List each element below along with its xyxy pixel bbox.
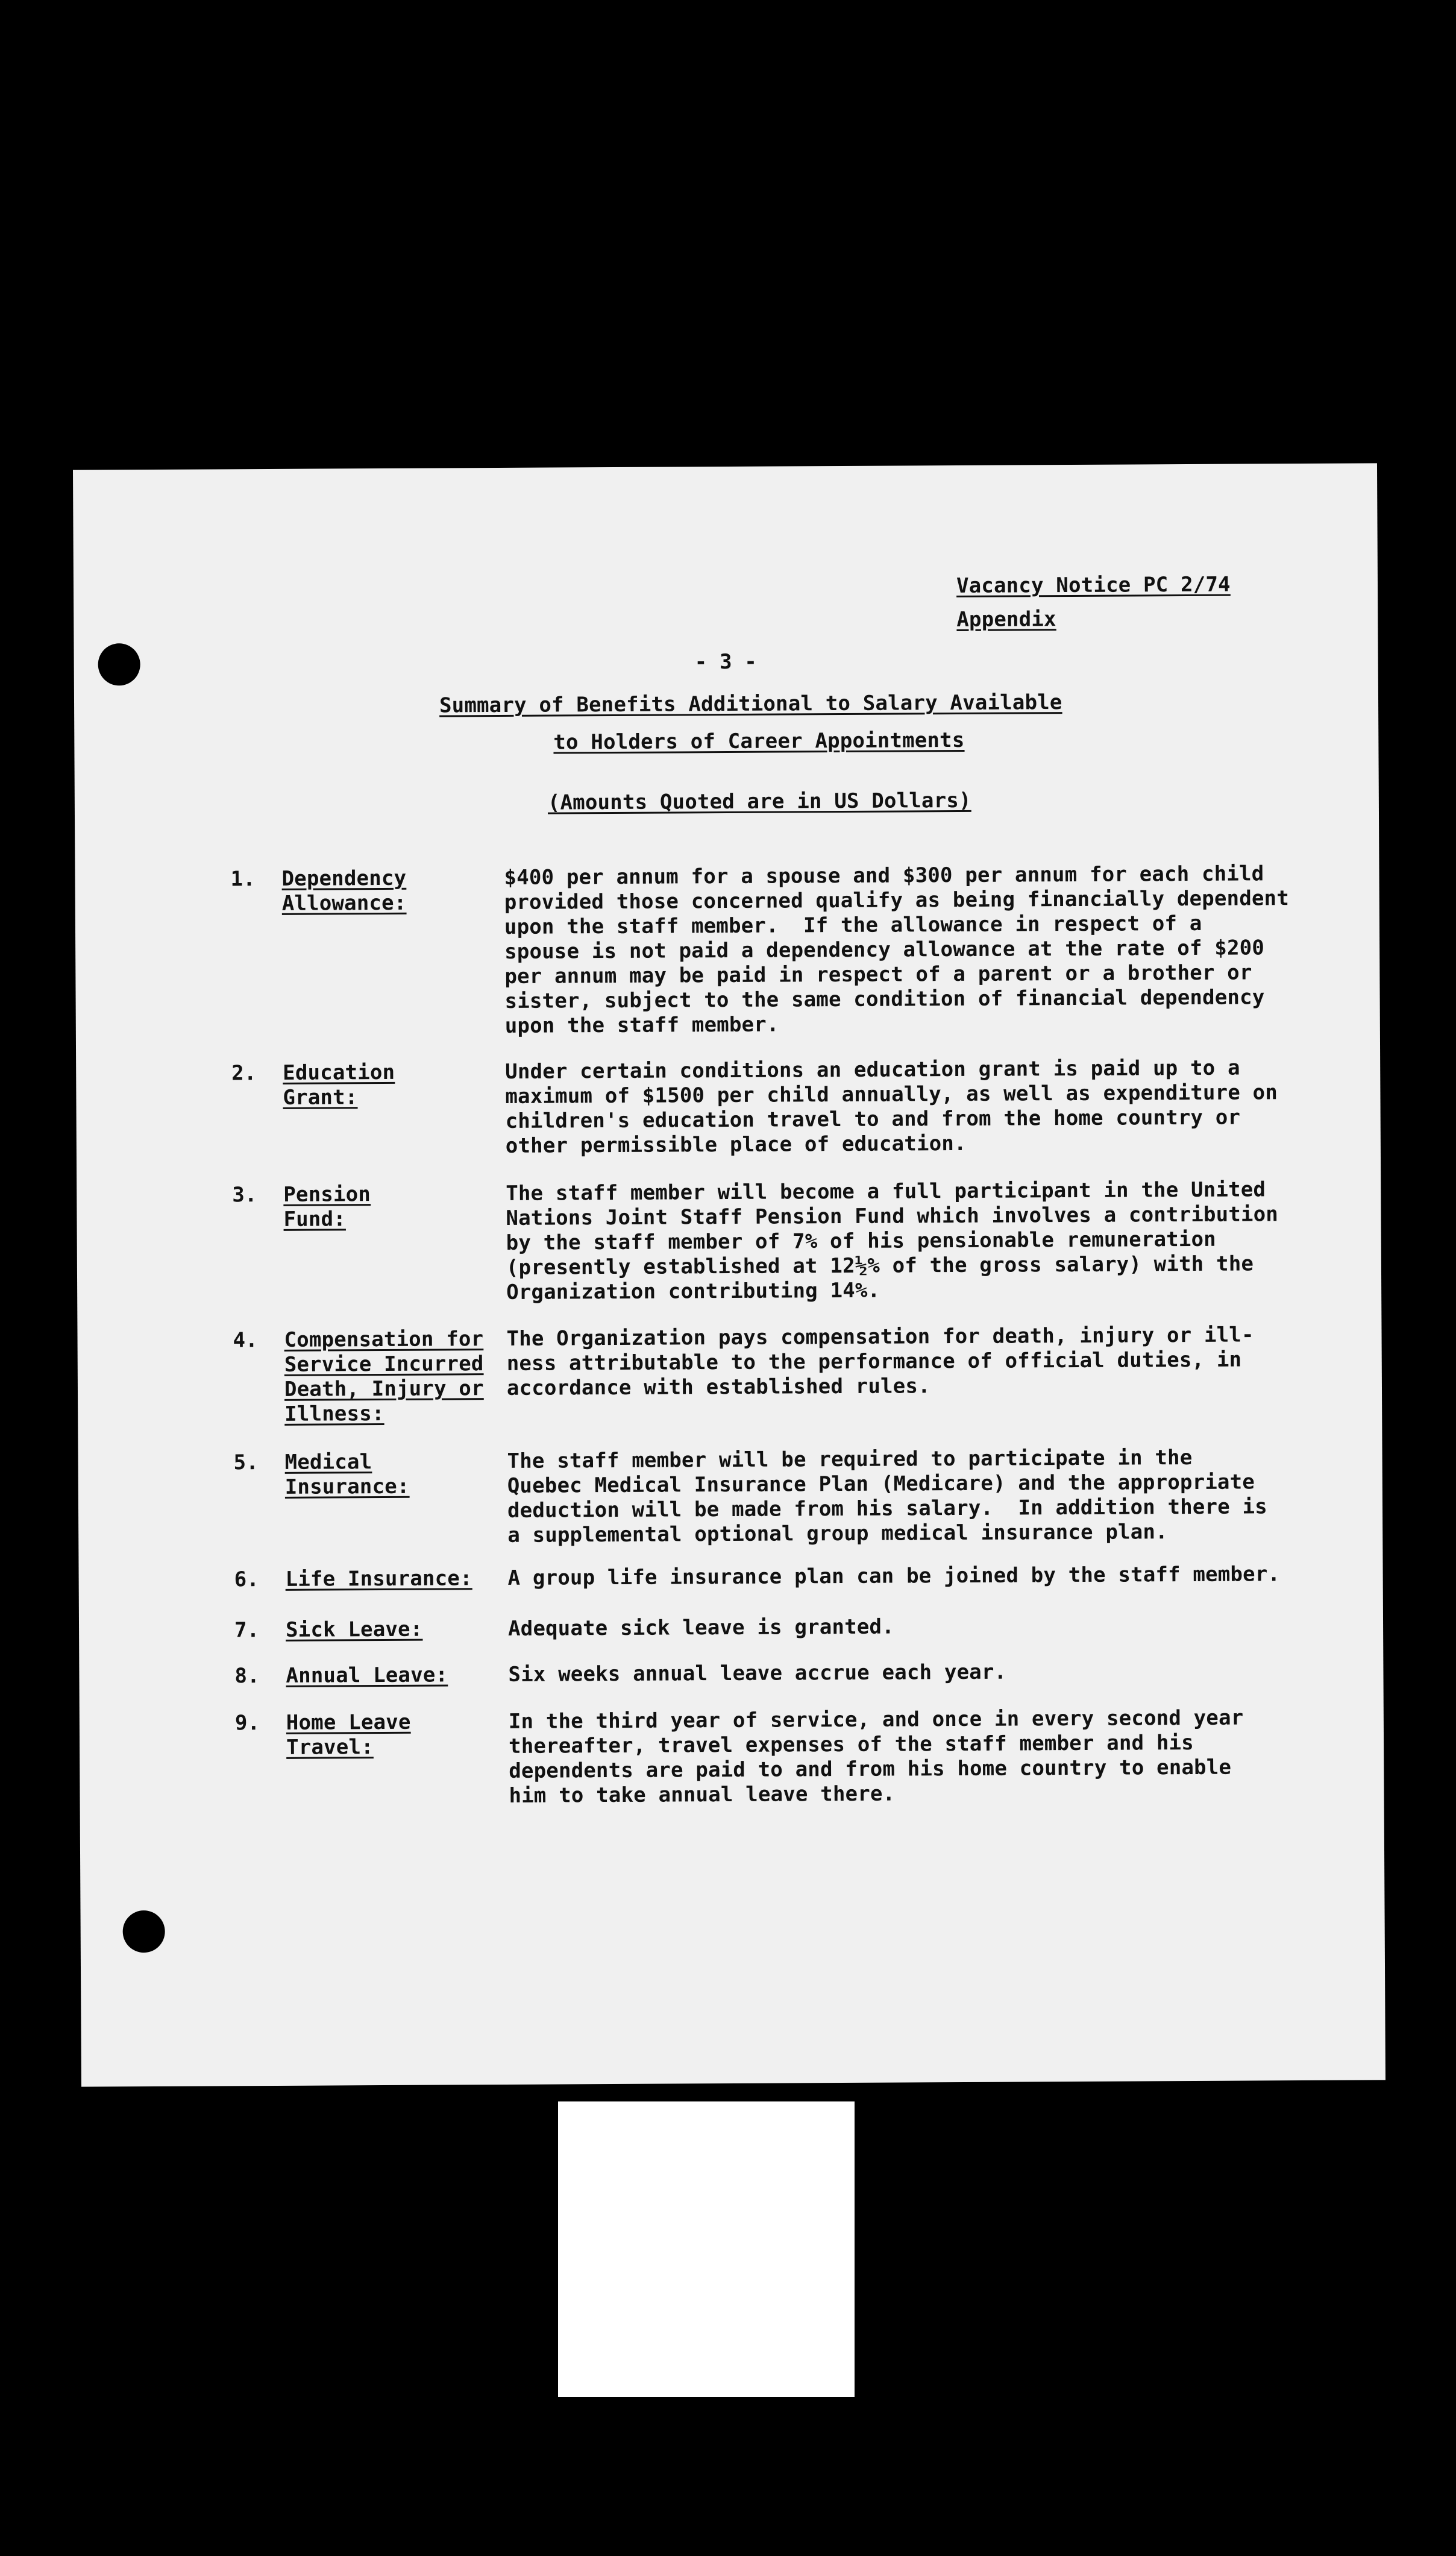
item-description: The staff member will be required to participate in the Quebec Medical Insurance Plan (Medicare) and the appropriate deduction will be made from his salary. In addition there is a supplemental optional group medical insurance plan.: [507, 1445, 1267, 1547]
item-label: Education Grant:: [283, 1060, 395, 1110]
benefit-item-dependency-allowance: [230, 861, 1351, 1038]
appendix-label: Appendix: [956, 607, 1056, 632]
punch-hole-bottom: [123, 1910, 165, 1953]
punch-hole-top: [98, 643, 140, 685]
benefit-item-annual-leave: [234, 1658, 1355, 1689]
item-number: 7.: [234, 1618, 260, 1643]
item-description: Adequate sick leave is granted.: [507, 1614, 894, 1641]
item-label: Home Leave Travel:: [286, 1710, 411, 1760]
item-description: The Organization pays compensation for death, injury or ill- ness attributable to the performance of official duties, in accordance with established rules.: [506, 1323, 1254, 1400]
benefit-item-pension-fund: [232, 1177, 1353, 1305]
calibration-card: [558, 2101, 855, 2397]
vacancy-notice-ref: Vacancy Notice PC 2/74: [956, 572, 1231, 599]
item-label: Compensation for Service Incurred Death, Injury or Illness:: [284, 1327, 484, 1426]
item-label: Medical Insurance:: [284, 1450, 410, 1499]
item-number: 9.: [234, 1711, 260, 1736]
item-number: 2.: [231, 1061, 257, 1086]
item-label: Life Insurance:: [285, 1566, 472, 1591]
item-number: 3.: [232, 1183, 257, 1207]
item-description: The staff member will become a full participant in the United Nations Joint Staff Pension Fund which involves a contribution by the staff member of 7% of his pensionable remuneration (presently established at 12½% of the gross salary) with the Organization contributing 14%.: [506, 1177, 1279, 1305]
document-subtitle: (Amounts Quoted are in US Dollars): [547, 788, 971, 815]
item-description: A group life insurance plan can be joined by the staff member.: [507, 1562, 1281, 1590]
item-label: Annual Leave:: [286, 1663, 448, 1688]
item-number: 1.: [230, 867, 256, 892]
item-label: Pension Fund:: [283, 1182, 371, 1232]
item-number: 4.: [233, 1328, 259, 1353]
benefit-item-home-leave-travel: [234, 1705, 1356, 1808]
benefit-item-sick-leave: [234, 1613, 1355, 1643]
item-number: 6.: [234, 1567, 260, 1592]
item-label: Sick Leave:: [285, 1617, 423, 1642]
page-number: - 3 -: [694, 649, 758, 675]
item-description: Six weeks annual leave accrue each year.: [508, 1660, 1007, 1687]
benefit-item-education-grant: [231, 1056, 1352, 1158]
document-page: [73, 463, 1385, 2086]
item-description: $400 per annum for a spouse and $300 per annum for each child provided those concerned qualify as being financially dependent upon the staff member. If the allowance in respect of a spouse is not paid a dependency allowance at the rate of $200 per annum may be paid in respect of a parent or a brother or sister, subject to the same condition of financial dependency upon the staff member.: [504, 861, 1290, 1038]
benefit-item-medical-insurance: [233, 1445, 1355, 1547]
document-title-line-2: to Holders of Career Appointments: [553, 728, 965, 755]
item-number: 5.: [233, 1450, 259, 1475]
item-number: 8.: [234, 1664, 260, 1689]
item-description: Under certain conditions an education grant is paid up to a maximum of $1500 per child annually, as well as expenditure on children's education travel to and from the home country or other permissible place of education.: [505, 1056, 1278, 1158]
benefit-item-life-insurance: [234, 1562, 1355, 1592]
item-description: In the third year of service, and once in every second year thereafter, travel expenses of the staff member and his dependents are paid to and from his home country to enable him to take annual leave there.: [508, 1705, 1244, 1808]
document-title-line-1: Summary of Benefits Additional to Salary Available: [439, 690, 1062, 718]
item-label: Dependency Allowance:: [281, 866, 407, 916]
benefit-item-compensation: [233, 1323, 1354, 1426]
